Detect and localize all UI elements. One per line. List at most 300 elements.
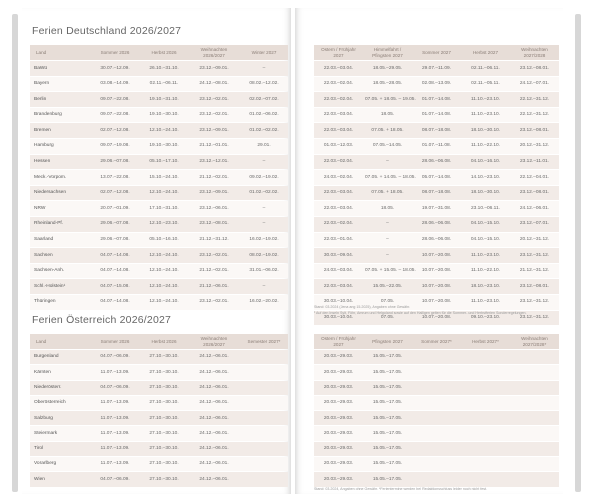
holiday-dates: 12.10.–24.10. xyxy=(140,279,188,294)
holiday-dates xyxy=(412,411,461,425)
holiday-dates: 24.12.–06.01. xyxy=(188,426,240,440)
holiday-dates: 15.05.–17.05. xyxy=(363,365,412,379)
holiday-dates xyxy=(240,442,288,456)
state-name: Vorarlberg xyxy=(30,457,90,471)
holiday-dates: 23.12.–09.01. xyxy=(188,61,240,76)
holiday-dates: 18.10.–30.10. xyxy=(461,123,510,138)
holiday-dates: 23.12.–08.01. xyxy=(510,186,559,201)
holiday-dates: 11.10.–23.10. xyxy=(461,92,510,107)
table-row xyxy=(30,108,288,123)
holiday-dates: 15.05.–17.05. xyxy=(363,396,412,410)
table-row xyxy=(30,77,288,92)
holiday-dates: 22.12.–31.12. xyxy=(510,108,559,123)
table-row xyxy=(30,217,288,232)
holiday-dates: 22.03.–02.04. xyxy=(314,77,363,92)
holiday-dates: 05.07.–14.08. xyxy=(412,170,461,185)
holiday-dates xyxy=(412,472,461,486)
holiday-dates: 12.10.–24.10. xyxy=(140,248,188,263)
table-row xyxy=(314,411,559,425)
holiday-dates xyxy=(510,365,559,379)
holiday-dates: 11.07.–13.09. xyxy=(90,411,140,425)
holiday-dates: 12.10.–23.10. xyxy=(140,217,188,232)
holiday-dates: 24.03.–03.04. xyxy=(314,264,363,279)
holiday-dates: 21.12.–31.12. xyxy=(188,233,240,248)
holiday-dates: 14.10.–23.10. xyxy=(461,170,510,185)
holiday-dates: 22.03.–03.04. xyxy=(314,186,363,201)
holiday-dates: 08.02.–12.02. xyxy=(240,77,288,92)
holiday-dates: 22.03.–03.04. xyxy=(314,201,363,216)
holiday-dates xyxy=(240,396,288,410)
holiday-dates: 27.10.–30.10. xyxy=(140,426,188,440)
holiday-dates: 21.12.–06.01. xyxy=(188,279,240,294)
holiday-dates: 23.10.–06.11. xyxy=(461,201,510,216)
state-name: Hamburg xyxy=(30,139,90,154)
state-name: Thüringen xyxy=(30,295,90,310)
holiday-dates: 23.12.–02.01. xyxy=(188,108,240,123)
holiday-dates: 20.12.–31.12. xyxy=(510,233,559,248)
holiday-dates: 20.03.–29.03. xyxy=(314,411,363,425)
table-row xyxy=(314,396,559,410)
column-header: Weihnachten 2027/2028 xyxy=(510,45,559,60)
holiday-dates: 18.05.–28.05. xyxy=(363,77,412,92)
holiday-dates: 18.10.–30.10. xyxy=(461,186,510,201)
holiday-dates: 15.05.–17.05. xyxy=(363,457,412,471)
holiday-dates: 04.07.–06.09. xyxy=(90,350,140,364)
holiday-dates: 20.03.–29.03. xyxy=(314,396,363,410)
holiday-dates: 10.07.–20.08. xyxy=(412,295,461,310)
holiday-dates xyxy=(510,442,559,456)
holiday-dates: 07.05. + 14.05. – 18.05. xyxy=(363,170,412,185)
table-row xyxy=(314,248,559,263)
holiday-dates: 04.07.–14.08. xyxy=(90,248,140,263)
holiday-dates xyxy=(510,426,559,440)
holiday-dates: 22.12.–04.01. xyxy=(510,170,559,185)
holiday-dates: 21.12.–02.01. xyxy=(188,170,240,185)
column-header: Herbst 2026 xyxy=(140,45,188,60)
holiday-dates: 19.10.–30.10. xyxy=(140,108,188,123)
state-name: Wien xyxy=(30,472,90,486)
holiday-dates: 24.12.–06.01. xyxy=(188,381,240,395)
germany-table-left xyxy=(30,44,288,311)
table-row xyxy=(30,279,288,294)
holiday-dates: 22.03.–02.04. xyxy=(314,217,363,232)
holiday-dates: 23.12.–02.01. xyxy=(188,92,240,107)
table-row xyxy=(314,123,559,138)
holiday-dates: 29.06.–07.08. xyxy=(90,155,140,170)
holiday-dates: 08.02.–19.02. xyxy=(240,248,288,263)
holiday-dates: 27.10.–30.10. xyxy=(140,396,188,410)
holiday-dates xyxy=(412,426,461,440)
holiday-dates: 09.10.–23.10. xyxy=(461,311,510,326)
state-name: Niedersachsen xyxy=(30,186,90,201)
holiday-dates: 27.10.–30.10. xyxy=(140,411,188,425)
holiday-dates: 02.07.–12.08. xyxy=(90,186,140,201)
holiday-dates: 23.12.–09.01. xyxy=(188,123,240,138)
column-header: Land xyxy=(30,45,90,60)
column-header: Ostern / Frühjahr 2027 xyxy=(314,45,363,60)
holiday-dates: 01.07.–14.08. xyxy=(412,92,461,107)
state-name: Burgenland xyxy=(30,350,90,364)
holiday-dates: 23.12.–08.01. xyxy=(510,123,559,138)
table-row xyxy=(30,442,288,456)
table-row xyxy=(314,279,559,294)
table-row xyxy=(30,61,288,76)
holiday-dates: 22.03.–03.04. xyxy=(314,123,363,138)
state-name: Kärnten xyxy=(30,365,90,379)
holiday-dates: 24.12.–07.01. xyxy=(510,77,559,92)
holiday-dates: 12.10.–24.10. xyxy=(140,295,188,310)
holiday-dates: 21.12.–01.01. xyxy=(188,139,240,154)
holiday-dates: 13.07.–22.08. xyxy=(90,170,140,185)
holiday-dates: 24.12.–06.01. xyxy=(188,396,240,410)
holiday-dates: – xyxy=(363,233,412,248)
holiday-dates: 11.10.–23.10. xyxy=(461,295,510,310)
holiday-dates: 02.11.–05.11. xyxy=(461,77,510,92)
column-header: Sommer 2027* xyxy=(412,334,461,349)
austria-table-right xyxy=(314,333,559,488)
column-header: Sommer 2027 xyxy=(412,45,461,60)
state-name: Bayern xyxy=(30,77,90,92)
table-row xyxy=(30,472,288,486)
holiday-dates: 27.10.–30.10. xyxy=(140,350,188,364)
holiday-dates: 01.03.–12.03. xyxy=(314,139,363,154)
table-row xyxy=(30,350,288,364)
holiday-dates xyxy=(412,381,461,395)
state-name: Bremen xyxy=(30,123,90,138)
table-row xyxy=(314,381,559,395)
holiday-dates xyxy=(461,350,510,364)
holiday-dates: 20.03.–29.03. xyxy=(314,442,363,456)
holiday-dates: 11.07.–13.09. xyxy=(90,426,140,440)
holiday-dates: 23.12.–08.01. xyxy=(510,279,559,294)
holiday-dates: 02.11.–06.11. xyxy=(461,61,510,76)
state-name: Sachsen xyxy=(30,248,90,263)
holiday-dates: 09.02.–19.02. xyxy=(240,170,288,185)
holiday-dates: 01.07.–11.08. xyxy=(412,139,461,154)
holiday-dates: 22.03.–03.04. xyxy=(314,108,363,123)
table-row xyxy=(30,426,288,440)
table-row xyxy=(30,186,288,201)
table-row xyxy=(314,350,559,364)
holiday-dates xyxy=(461,411,510,425)
holiday-dates: 29.06.–07.08. xyxy=(90,217,140,232)
table-row xyxy=(30,264,288,279)
holiday-dates xyxy=(461,381,510,395)
holiday-dates: 27.10.–30.10. xyxy=(140,381,188,395)
table-row xyxy=(314,61,559,76)
holiday-dates: 28.06.–06.08. xyxy=(412,233,461,248)
holiday-dates: 24.12.–06.01. xyxy=(188,365,240,379)
holiday-dates: 15.05.–17.05. xyxy=(363,426,412,440)
holiday-dates: 11.10.–22.10. xyxy=(461,264,510,279)
holiday-dates: 24.12.–06.01. xyxy=(188,411,240,425)
table-row xyxy=(314,472,559,486)
holiday-dates: 20.03.–29.03. xyxy=(314,381,363,395)
holiday-dates xyxy=(240,350,288,364)
holiday-dates: 23.12.–02.01. xyxy=(188,248,240,263)
holiday-dates: 19.10.–30.10. xyxy=(140,139,188,154)
holiday-dates: 07.05.–14.05. xyxy=(363,139,412,154)
table-row xyxy=(314,233,559,248)
holiday-dates: 07.05. + 18.05. xyxy=(363,123,412,138)
holiday-dates: 10.07.–20.08. xyxy=(412,248,461,263)
holiday-dates xyxy=(510,350,559,364)
state-name: Rheinland-Pf. xyxy=(30,217,90,232)
holiday-dates: 23.12.–31.12. xyxy=(510,295,559,310)
holiday-dates: 02.02.–07.02. xyxy=(240,92,288,107)
table-row xyxy=(30,233,288,248)
holiday-dates: 20.03.–29.03. xyxy=(314,350,363,364)
table-row xyxy=(314,442,559,456)
holiday-dates: 15.05.–17.05. xyxy=(363,381,412,395)
holiday-dates xyxy=(240,365,288,379)
holiday-dates: 29.01. xyxy=(240,139,288,154)
holiday-dates: 12.10.–24.10. xyxy=(140,264,188,279)
holiday-dates: 07.05. xyxy=(363,311,412,326)
holiday-dates: 15.05.–17.05. xyxy=(363,472,412,486)
holiday-dates xyxy=(461,472,510,486)
holiday-dates: 02.07.–12.08. xyxy=(90,123,140,138)
holiday-dates xyxy=(412,350,461,364)
state-name: Hessen xyxy=(30,155,90,170)
table-row xyxy=(314,201,559,216)
holiday-dates: 28.06.–06.08. xyxy=(412,217,461,232)
holiday-dates xyxy=(510,411,559,425)
column-header: Herbst 2027* xyxy=(461,334,510,349)
holiday-dates xyxy=(461,396,510,410)
page-stack-right xyxy=(575,14,581,492)
holiday-dates: 17.10.–31.10. xyxy=(140,201,188,216)
holiday-dates: 03.08.–14.09. xyxy=(90,77,140,92)
holiday-dates: 10.07.–20.08. xyxy=(412,279,461,294)
holiday-dates: 24.03.–02.04. xyxy=(314,170,363,185)
holiday-dates xyxy=(461,426,510,440)
holiday-dates: 01.02.–02.02. xyxy=(240,186,288,201)
holiday-dates: 23.12.–08.01. xyxy=(510,61,559,76)
holiday-dates: – xyxy=(363,248,412,263)
holiday-dates: 27.10.–30.10. xyxy=(140,457,188,471)
holiday-dates: 22.03.–01.04. xyxy=(314,233,363,248)
table-row xyxy=(314,264,559,279)
table-row xyxy=(30,457,288,471)
state-name: Berlin xyxy=(30,92,90,107)
germany-table-right xyxy=(314,44,559,326)
holiday-dates: 11.10.–23.10. xyxy=(461,108,510,123)
holiday-dates: 24.12.–06.01. xyxy=(188,350,240,364)
holiday-dates: 07.05. + 18.05. xyxy=(363,186,412,201)
holiday-dates: 11.07.–13.09. xyxy=(90,396,140,410)
state-name: Oberösterreich xyxy=(30,396,90,410)
table-row xyxy=(30,155,288,170)
holiday-dates: 16.02.–19.02. xyxy=(240,233,288,248)
holiday-dates: 09.07.–22.08. xyxy=(90,108,140,123)
table-row xyxy=(30,248,288,263)
holiday-dates: 23.12.–31.12. xyxy=(510,311,559,326)
state-name: Brandenburg xyxy=(30,108,90,123)
holiday-dates: 19.10.–31.10. xyxy=(140,92,188,107)
state-name: Schl.-Holstein¹ xyxy=(30,279,90,294)
holiday-dates xyxy=(240,472,288,486)
holiday-dates: 04.07.–14.08. xyxy=(90,295,140,310)
table-row xyxy=(314,92,559,107)
column-header: Weihnachten 2027/2028* xyxy=(510,334,559,349)
holiday-dates: 01.02.–06.02. xyxy=(240,108,288,123)
holiday-dates: – xyxy=(240,279,288,294)
holiday-dates: 07.05. + 15.05. – 18.05. xyxy=(363,264,412,279)
holiday-dates: 01.07.–14.08. xyxy=(412,108,461,123)
holiday-dates: 12.10.–24.10. xyxy=(140,123,188,138)
holiday-dates: 05.10.–16.10. xyxy=(140,233,188,248)
column-header: Pfingsten 2027 xyxy=(363,334,412,349)
holiday-dates: 15.05.–17.05. xyxy=(363,350,412,364)
holiday-dates: 11.10.–22.10. xyxy=(461,139,510,154)
state-name: NRW xyxy=(30,201,90,216)
holiday-dates: 27.10.–30.10. xyxy=(140,442,188,456)
holiday-dates: 23.12.–08.01. xyxy=(188,217,240,232)
holiday-dates: 20.12.–31.12. xyxy=(510,139,559,154)
holiday-dates: 22.03.–03.04. xyxy=(314,61,363,76)
table-row xyxy=(314,139,559,154)
holiday-dates: 24.12.–06.01. xyxy=(510,201,559,216)
column-header: Sommer 2026 xyxy=(90,45,140,60)
table-row xyxy=(314,457,559,471)
column-header: Weihnachten 2026/2027 xyxy=(188,334,240,349)
holiday-dates: 12.10.–24.10. xyxy=(140,186,188,201)
holiday-dates: 23.12.–06.01. xyxy=(188,201,240,216)
state-name: Salzburg xyxy=(30,411,90,425)
holiday-dates xyxy=(412,457,461,471)
holiday-dates: 22.03.–02.04. xyxy=(314,92,363,107)
germany-note-2: ¹ Auf den Inseln Sylt, Föhr, Amrum und Helgoland sowie auf den Halligen gelten für die Sommer- und Herbstferien Sonderregelungen. xyxy=(314,311,527,315)
column-header: Weihnachten 2026/2027 xyxy=(188,45,240,60)
holiday-dates: 16.02.–20.02. xyxy=(240,295,288,310)
holiday-dates: 15.10.–24.10. xyxy=(140,170,188,185)
holiday-dates: 30.03.–10.04. xyxy=(314,295,363,310)
holiday-dates: 18.10.–23.10. xyxy=(461,279,510,294)
column-header: Sommer 2026 xyxy=(90,334,140,349)
table-row xyxy=(30,92,288,107)
column-header: Ostern / Frühjahr 2027 xyxy=(314,334,363,349)
holiday-dates: 21.12.–02.01. xyxy=(188,264,240,279)
holiday-dates: 20.03.–29.03. xyxy=(314,365,363,379)
table-row xyxy=(314,365,559,379)
holiday-dates: 07.05. + 18.05. – 19.05. xyxy=(363,92,412,107)
column-header: Land xyxy=(30,334,90,349)
holiday-dates: 08.07.–18.08. xyxy=(412,186,461,201)
holiday-dates: 04.07.–14.08. xyxy=(90,264,140,279)
holiday-dates: – xyxy=(363,217,412,232)
holiday-dates xyxy=(412,442,461,456)
holiday-dates: 11.10.–23.10. xyxy=(461,248,510,263)
holiday-dates: 07.05. xyxy=(363,295,412,310)
holiday-dates: 02.08.–13.09. xyxy=(412,77,461,92)
table-row xyxy=(30,381,288,395)
table-row xyxy=(30,201,288,216)
holiday-dates: 30.03.–09.04. xyxy=(314,248,363,263)
table-row xyxy=(314,186,559,201)
holiday-dates: 27.10.–30.10. xyxy=(140,472,188,486)
holiday-dates: 19.07.–31.08. xyxy=(412,201,461,216)
holiday-dates: 23.12.–09.01. xyxy=(188,186,240,201)
table-row xyxy=(30,123,288,138)
holiday-dates xyxy=(240,411,288,425)
table-row xyxy=(314,155,559,170)
column-header: Himmelfahrt / Pfingsten 2027 xyxy=(363,45,412,60)
holiday-dates xyxy=(510,396,559,410)
state-name: Tirol xyxy=(30,442,90,456)
holiday-dates xyxy=(412,365,461,379)
holiday-dates xyxy=(240,426,288,440)
germany-note-1: Stand: 03.2024 (Jena ang 15.2025), Angaben ohne Gewähr. xyxy=(314,305,411,309)
holiday-dates: 20.03.–29.03. xyxy=(314,426,363,440)
page-stack-left xyxy=(12,14,18,492)
holiday-dates xyxy=(240,381,288,395)
holiday-dates: 23.12.–31.12. xyxy=(510,248,559,263)
holiday-dates: 05.10.–17.10. xyxy=(140,155,188,170)
holiday-dates: – xyxy=(240,201,288,216)
column-header: Winter 2027 xyxy=(240,45,288,60)
holiday-dates: 04.07.–15.08. xyxy=(90,279,140,294)
table-row xyxy=(30,396,288,410)
holiday-dates: 22.12.–31.12. xyxy=(510,92,559,107)
state-name: Meck.-Vorpom. xyxy=(30,170,90,185)
holiday-dates xyxy=(510,381,559,395)
holiday-dates: 23.12.–02.01. xyxy=(188,295,240,310)
table-row xyxy=(314,426,559,440)
holiday-dates: 24.12.–06.01. xyxy=(188,442,240,456)
holiday-dates: 30.03.–10.04. xyxy=(314,311,363,326)
holiday-dates: 24.12.–08.01. xyxy=(188,77,240,92)
holiday-dates: 26.10.–31.10. xyxy=(140,61,188,76)
holiday-dates: 15.05.–17.05. xyxy=(363,442,412,456)
holiday-dates: 23.12.–12.01. xyxy=(188,155,240,170)
state-name: Saarland xyxy=(30,233,90,248)
holiday-dates: 18.05. xyxy=(363,108,412,123)
holiday-dates xyxy=(461,442,510,456)
title-austria: Ferien Österreich 2026/2027 xyxy=(32,314,172,326)
holiday-dates: 24.12.–06.01. xyxy=(188,472,240,486)
holiday-dates: 11.07.–13.09. xyxy=(90,365,140,379)
holiday-dates: 09.07.–19.08. xyxy=(90,139,140,154)
austria-note: Stand: 03.2024, Angaben ohne Gewähr. *Ferientermine werden bei Redaktionsschluss leider noch nicht fest. xyxy=(314,487,488,491)
holiday-dates: – xyxy=(240,155,288,170)
holiday-dates: 09.07.–22.08. xyxy=(90,92,140,107)
holiday-dates xyxy=(412,396,461,410)
holiday-dates: 20.03.–29.03. xyxy=(314,457,363,471)
state-name: Sachsen-Anh. xyxy=(30,264,90,279)
holiday-dates: 02.11.–06.11. xyxy=(140,77,188,92)
state-name: Steiermark xyxy=(30,426,90,440)
holiday-dates: 10.07.–20.08. xyxy=(412,311,461,326)
holiday-dates: 24.12.–06.01. xyxy=(188,457,240,471)
holiday-dates: 11.07.–13.09. xyxy=(90,442,140,456)
holiday-dates: 30.07.–12.09. xyxy=(90,61,140,76)
holiday-dates: 04.07.–06.09. xyxy=(90,381,140,395)
holiday-dates: 18.05.–29.05. xyxy=(363,61,412,76)
holiday-dates: 01.02.–02.02. xyxy=(240,123,288,138)
column-header: Herbst 2027 xyxy=(461,45,510,60)
table-row xyxy=(30,170,288,185)
holiday-dates: 20.03.–29.03. xyxy=(314,472,363,486)
austria-table-left xyxy=(30,333,288,488)
holiday-dates: 04.10.–16.10. xyxy=(461,155,510,170)
holiday-dates: 31.01.–06.02. xyxy=(240,264,288,279)
holiday-dates: 22.03.–02.04. xyxy=(314,155,363,170)
holiday-dates: – xyxy=(240,61,288,76)
holiday-dates: 11.07.–13.09. xyxy=(90,457,140,471)
holiday-dates: 23.12.–07.01. xyxy=(510,217,559,232)
holiday-dates: 10.07.–20.08. xyxy=(412,264,461,279)
